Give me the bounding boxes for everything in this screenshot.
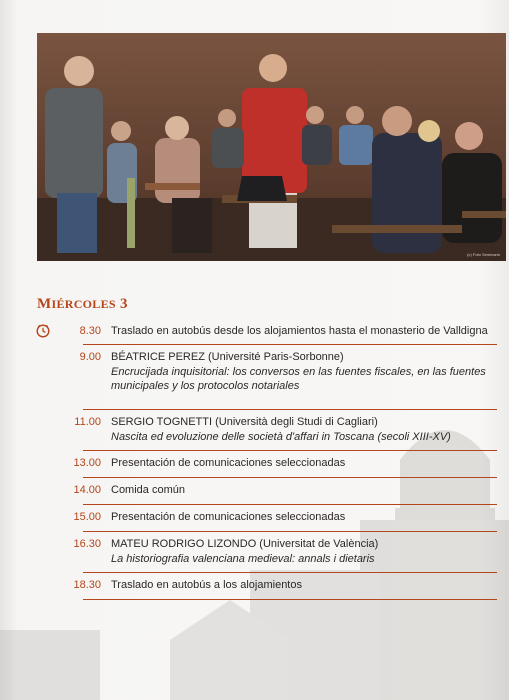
speaker-name: MATEU RODRIGO LIZONDO (Universitat de València) [111,538,379,550]
schedule-row [31,477,497,504]
day-number: 3 [119,296,128,312]
day-title-rest: IÉRCOLES [51,297,116,311]
day-title [37,296,128,313]
schedule-time: 15.00 [73,511,101,523]
schedule-time: 11.00 [74,416,101,428]
schedule-row [31,344,497,409]
clock-icon [36,324,50,338]
conference-photo [37,33,506,261]
schedule-row [31,572,497,599]
schedule-text: Presentación de comunicaciones seleccionadas [111,457,346,469]
schedule-desc [111,350,497,394]
schedule-row [31,531,497,572]
talk-title: Encrucijada inquisitorial: los conversos en las fuentes fiscales, en las fuentes municipales y los protocolos notariales [111,365,486,392]
schedule-row [31,409,497,450]
schedule-time: 16.30 [73,538,101,550]
row-divider [83,599,497,600]
speaker-name: BÉATRICE PEREZ (Université Paris-Sorbonne) [111,351,344,363]
speaker-name: SERGIO TOGNETTI (Università degli Studi di Cagliari) [111,416,378,428]
schedule-text: Traslado en autobús a los alojamientos [111,579,302,591]
schedule-desc [111,456,497,471]
schedule-row [31,504,497,531]
talk-title: La historiografia valenciana medieval: annals i dietaris [111,552,375,565]
schedule-desc [111,578,497,593]
schedule-desc [111,510,497,525]
schedule-row [31,318,497,344]
schedule-text: Traslado en autobús desde los alojamientos hasta el monasterio de Valldigna [111,325,488,337]
schedule-text: Presentación de comunicaciones seleccionadas [111,511,346,523]
schedule-desc [111,537,497,566]
schedule-list [31,318,497,599]
schedule-time: 9.00 [79,351,101,363]
schedule-desc [111,483,497,498]
schedule-time: 13.00 [73,457,101,469]
schedule-text: Comida común [111,484,185,496]
schedule-time: 18.30 [73,579,101,591]
schedule-time: 14.00 [73,484,101,496]
event-photo [37,33,506,261]
schedule-time: 8.30 [79,325,101,337]
talk-title: Nascita ed evoluzione delle società d'affari in Toscana (secoli XIII-XV) [111,430,451,443]
day-title-initial: M [37,296,52,312]
schedule-desc [111,415,497,444]
schedule-desc [111,324,497,339]
photo-credit: (c) Foto Seminario [467,252,500,257]
schedule-row [31,450,497,477]
